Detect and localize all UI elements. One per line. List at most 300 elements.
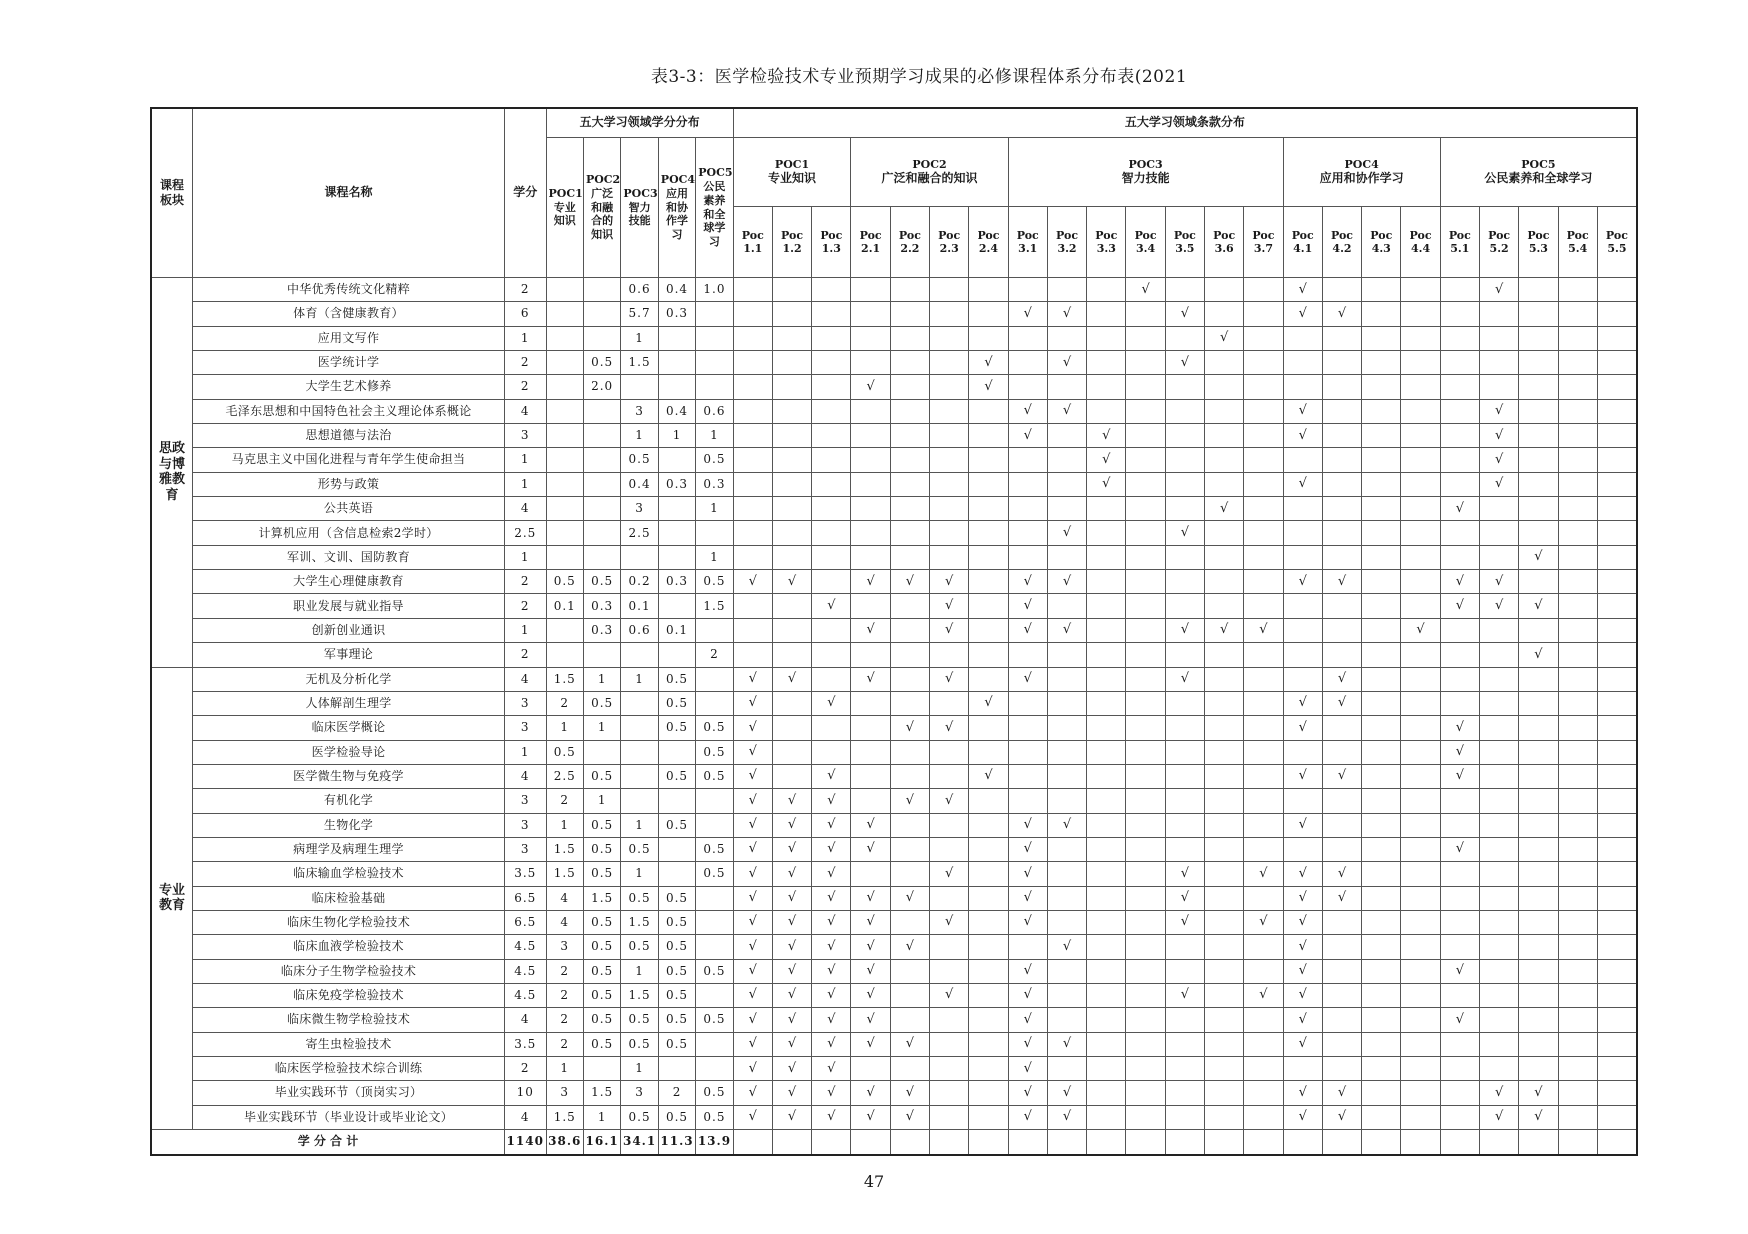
check-mark-icon: √ bbox=[1023, 671, 1032, 687]
sub-poc-number: 3.2 bbox=[1057, 242, 1077, 255]
clause-cell bbox=[1126, 959, 1165, 983]
check-mark-icon: √ bbox=[1298, 476, 1307, 492]
check-mark-icon: √ bbox=[748, 744, 757, 760]
poc-credit-cell: 4 bbox=[546, 910, 583, 934]
course-name-cell: 病理学及病理生理学 bbox=[193, 837, 505, 861]
clause-cell bbox=[772, 545, 811, 569]
check-mark-icon: √ bbox=[905, 719, 915, 735]
clause-cell bbox=[930, 1032, 969, 1056]
clause-cell bbox=[1244, 1057, 1283, 1081]
check-mark-icon: √ bbox=[748, 817, 757, 833]
course-name-cell: 大学生心理健康教育 bbox=[193, 570, 505, 594]
poc-credit-cell bbox=[696, 302, 733, 326]
check-mark-icon: √ bbox=[1298, 1084, 1307, 1100]
clause-cell bbox=[733, 740, 772, 764]
total-clause-cell bbox=[1165, 1130, 1204, 1156]
clause-cell bbox=[1087, 935, 1126, 959]
clause-cell bbox=[1008, 983, 1047, 1007]
check-mark-icon: √ bbox=[984, 768, 993, 784]
check-mark-icon: √ bbox=[1337, 671, 1347, 687]
poc-credit-cell: 0.3 bbox=[658, 472, 695, 496]
clause-cell bbox=[1479, 570, 1518, 594]
check-mark-icon: √ bbox=[787, 963, 797, 979]
credit-cell: 1 bbox=[504, 740, 546, 764]
clause-cell bbox=[1283, 448, 1322, 472]
poc-credit-cell bbox=[696, 1032, 733, 1056]
clause-cell bbox=[969, 521, 1008, 545]
check-mark-icon: √ bbox=[1534, 1109, 1543, 1125]
clause-cell bbox=[772, 837, 811, 861]
clause-cell bbox=[1362, 886, 1401, 910]
clause-cell bbox=[1244, 521, 1283, 545]
clause-cell bbox=[1008, 375, 1047, 399]
clause-cell bbox=[1205, 545, 1244, 569]
clause-cell bbox=[969, 716, 1008, 740]
check-mark-icon: √ bbox=[1337, 890, 1347, 906]
check-mark-icon: √ bbox=[1023, 890, 1032, 906]
check-mark-icon: √ bbox=[827, 768, 836, 784]
poc-credit-cell bbox=[696, 910, 733, 934]
poc-credit-cell: 0.5 bbox=[583, 959, 620, 983]
poc-credit-cell bbox=[546, 375, 583, 399]
clause-cell bbox=[890, 375, 929, 399]
header-sub-poc-5.3 bbox=[1519, 207, 1558, 278]
check-mark-icon: √ bbox=[748, 841, 757, 857]
clause-cell bbox=[1244, 740, 1283, 764]
clause-cell bbox=[1008, 570, 1047, 594]
clause-cell bbox=[1440, 764, 1479, 788]
total-clause-cell bbox=[772, 1130, 811, 1156]
check-mark-icon: √ bbox=[1062, 354, 1072, 370]
clause-cell bbox=[1519, 1032, 1558, 1056]
clause-cell bbox=[1440, 789, 1479, 813]
clause-cell bbox=[1519, 399, 1558, 423]
clause-cell bbox=[1479, 1032, 1518, 1056]
clause-cell bbox=[851, 1105, 890, 1129]
clause-cell bbox=[1362, 837, 1401, 861]
clause-cell bbox=[1283, 351, 1322, 375]
clause-cell bbox=[772, 351, 811, 375]
check-mark-icon: √ bbox=[1337, 305, 1347, 321]
clause-cell bbox=[851, 351, 890, 375]
clause-cell bbox=[1322, 302, 1361, 326]
clause-cell bbox=[1519, 570, 1558, 594]
clause-cell bbox=[1597, 399, 1637, 423]
clause-cell bbox=[1205, 570, 1244, 594]
check-mark-icon: √ bbox=[1298, 281, 1307, 297]
clause-cell bbox=[772, 1057, 811, 1081]
check-mark-icon: √ bbox=[1298, 719, 1307, 735]
clause-cell bbox=[1362, 375, 1401, 399]
clause-cell bbox=[969, 1081, 1008, 1105]
clause-cell bbox=[890, 1105, 929, 1129]
sub-poc-prefix: Poc bbox=[859, 228, 882, 242]
poc-credit-cell: 0.5 bbox=[696, 862, 733, 886]
clause-cell bbox=[1165, 983, 1204, 1007]
clause-cell bbox=[1244, 1105, 1283, 1129]
clause-cell bbox=[1283, 862, 1322, 886]
page-number: 47 bbox=[863, 1172, 885, 1191]
check-mark-icon: √ bbox=[1298, 427, 1307, 443]
credit-cell: 4 bbox=[504, 764, 546, 788]
check-mark-icon: √ bbox=[748, 1084, 757, 1100]
clause-cell bbox=[1597, 691, 1637, 715]
clause-cell bbox=[1283, 959, 1322, 983]
clause-cell bbox=[1008, 691, 1047, 715]
header-sub-poc-1.2 bbox=[772, 207, 811, 278]
clause-cell bbox=[1440, 935, 1479, 959]
clause-cell bbox=[1519, 521, 1558, 545]
clause-cell bbox=[733, 837, 772, 861]
clause-cell bbox=[1205, 813, 1244, 837]
clause-cell bbox=[1401, 716, 1440, 740]
poc-credit-cell: 3 bbox=[546, 935, 583, 959]
clause-cell bbox=[1205, 910, 1244, 934]
clause-cell bbox=[1440, 959, 1479, 983]
check-mark-icon: √ bbox=[1062, 1036, 1072, 1052]
clause-cell bbox=[1440, 424, 1479, 448]
clause-cell bbox=[1126, 618, 1165, 642]
clause-cell bbox=[1283, 1032, 1322, 1056]
clause-cell bbox=[812, 935, 851, 959]
check-mark-icon: √ bbox=[1023, 865, 1032, 881]
clause-cell bbox=[1479, 448, 1518, 472]
check-mark-icon: √ bbox=[1455, 841, 1464, 857]
clause-cell bbox=[812, 789, 851, 813]
clause-cell bbox=[1401, 594, 1440, 618]
check-mark-icon: √ bbox=[748, 890, 757, 906]
clause-cell bbox=[1087, 448, 1126, 472]
check-mark-icon: √ bbox=[787, 1084, 797, 1100]
clause-cell bbox=[1283, 1105, 1322, 1129]
check-mark-icon: √ bbox=[1298, 987, 1307, 1003]
clause-cell bbox=[1479, 326, 1518, 350]
poc-credit-cell bbox=[546, 497, 583, 521]
clause-cell bbox=[1008, 1105, 1047, 1129]
check-mark-icon: √ bbox=[1062, 622, 1072, 638]
sub-poc-prefix: Poc bbox=[1134, 228, 1157, 242]
clause-cell bbox=[1008, 326, 1047, 350]
clause-cell bbox=[1244, 302, 1283, 326]
clause-cell bbox=[1165, 1057, 1204, 1081]
poc-credit-cell: 0.5 bbox=[583, 910, 620, 934]
check-mark-icon: √ bbox=[827, 817, 836, 833]
clause-cell bbox=[969, 302, 1008, 326]
clause-cell bbox=[1205, 862, 1244, 886]
clause-cell bbox=[969, 740, 1008, 764]
clause-cell bbox=[812, 594, 851, 618]
sub-poc-number: 5.4 bbox=[1568, 242, 1588, 255]
clause-cell bbox=[1205, 716, 1244, 740]
check-mark-icon: √ bbox=[866, 1109, 875, 1125]
poc-credit-cell bbox=[696, 935, 733, 959]
poc-credit-cell: 2 bbox=[546, 1008, 583, 1032]
clause-cell bbox=[812, 521, 851, 545]
clause-cell bbox=[890, 424, 929, 448]
clause-cell bbox=[772, 399, 811, 423]
clause-cell bbox=[1008, 1008, 1047, 1032]
check-mark-icon: √ bbox=[1534, 646, 1543, 662]
clause-cell bbox=[1401, 1081, 1440, 1105]
header-clause-distribution: 五大学习领域条款分布 bbox=[733, 108, 1637, 138]
clause-cell bbox=[1087, 764, 1126, 788]
clause-cell bbox=[1597, 789, 1637, 813]
clause-cell bbox=[1047, 326, 1086, 350]
clause-cell bbox=[1322, 764, 1361, 788]
clause-cell bbox=[1362, 545, 1401, 569]
check-mark-icon: √ bbox=[1298, 914, 1307, 930]
clause-cell bbox=[1205, 740, 1244, 764]
course-name-cell: 临床微生物学检验技术 bbox=[193, 1008, 505, 1032]
clause-cell bbox=[1008, 935, 1047, 959]
clause-cell bbox=[1244, 764, 1283, 788]
clause-cell bbox=[1126, 1057, 1165, 1081]
poc-credit-cell: 0.5 bbox=[658, 813, 695, 837]
header-sub-poc-5.2 bbox=[1479, 207, 1518, 278]
clause-cell bbox=[930, 594, 969, 618]
clause-cell bbox=[1283, 375, 1322, 399]
clause-cell bbox=[969, 1105, 1008, 1129]
clause-cell bbox=[1519, 1081, 1558, 1105]
check-mark-icon: √ bbox=[748, 1109, 757, 1125]
credit-cell: 3 bbox=[504, 691, 546, 715]
table-row bbox=[151, 716, 1637, 740]
table-row bbox=[151, 935, 1637, 959]
clause-cell bbox=[1558, 716, 1597, 740]
clause-cell bbox=[1244, 789, 1283, 813]
clause-cell bbox=[733, 521, 772, 545]
check-mark-icon: √ bbox=[1102, 476, 1111, 492]
check-mark-icon: √ bbox=[866, 1084, 875, 1100]
poc-credit-cell: 2 bbox=[696, 643, 733, 667]
clause-cell bbox=[1087, 545, 1126, 569]
table-row bbox=[151, 448, 1637, 472]
poc-credit-cell bbox=[621, 764, 658, 788]
sub-poc-number: 5.2 bbox=[1489, 242, 1509, 255]
header-sub-poc-2.2 bbox=[890, 207, 929, 278]
clause-cell bbox=[930, 472, 969, 496]
clause-cell bbox=[733, 764, 772, 788]
clause-cell bbox=[969, 545, 1008, 569]
clause-cell bbox=[1087, 983, 1126, 1007]
poc-credit-cell bbox=[696, 326, 733, 350]
clause-cell bbox=[772, 983, 811, 1007]
check-mark-icon: √ bbox=[1062, 573, 1072, 589]
clause-cell bbox=[812, 351, 851, 375]
check-mark-icon: √ bbox=[1337, 1109, 1347, 1125]
clause-cell bbox=[772, 935, 811, 959]
poc-credit-cell bbox=[658, 862, 695, 886]
clause-cell bbox=[1362, 1057, 1401, 1081]
poc-credit-cell: 1 bbox=[583, 716, 620, 740]
clause-cell bbox=[1008, 399, 1047, 423]
credit-cell: 4 bbox=[504, 1008, 546, 1032]
poc-credit-cell bbox=[583, 643, 620, 667]
poc-credit-cell: 0.5 bbox=[696, 1081, 733, 1105]
clause-cell bbox=[1322, 1032, 1361, 1056]
credit-cell: 3 bbox=[504, 716, 546, 740]
poc-credit-cell: 0.5 bbox=[583, 862, 620, 886]
clause-cell bbox=[1558, 375, 1597, 399]
clause-cell bbox=[1205, 959, 1244, 983]
check-mark-icon: √ bbox=[1180, 622, 1190, 638]
course-name-cell: 马克思主义中国化进程与青年学生使命担当 bbox=[193, 448, 505, 472]
check-mark-icon: √ bbox=[1180, 305, 1190, 321]
course-name-cell: 毕业实践环节（顶岗实习） bbox=[193, 1081, 505, 1105]
clause-cell bbox=[1597, 837, 1637, 861]
clause-cell bbox=[1087, 862, 1126, 886]
poc-credit-cell: 0.5 bbox=[658, 667, 695, 691]
clause-cell bbox=[1440, 813, 1479, 837]
clause-cell bbox=[890, 521, 929, 545]
clause-cell bbox=[1126, 983, 1165, 1007]
clause-cell bbox=[1244, 278, 1283, 302]
check-mark-icon: √ bbox=[1062, 817, 1072, 833]
clause-cell bbox=[851, 886, 890, 910]
poc-credit-cell: 0.6 bbox=[696, 399, 733, 423]
check-mark-icon: √ bbox=[1180, 987, 1190, 1003]
clause-cell bbox=[930, 1105, 969, 1129]
poc-credit-cell: 2 bbox=[546, 983, 583, 1007]
clause-cell bbox=[1047, 424, 1086, 448]
clause-cell bbox=[1479, 545, 1518, 569]
table-row bbox=[151, 497, 1637, 521]
clause-cell bbox=[1244, 424, 1283, 448]
clause-cell bbox=[890, 618, 929, 642]
check-mark-icon: √ bbox=[1298, 963, 1307, 979]
clause-cell bbox=[1479, 472, 1518, 496]
poc-group-name: 应用和协作学习 bbox=[1319, 171, 1404, 186]
poc-group-name: 广泛和融合的知识 bbox=[881, 171, 978, 186]
clause-cell bbox=[1165, 910, 1204, 934]
table-row bbox=[151, 375, 1637, 399]
check-mark-icon: √ bbox=[748, 719, 757, 735]
clause-cell bbox=[851, 326, 890, 350]
clause-cell bbox=[1362, 570, 1401, 594]
course-name-cell: 临床分子生物学检验技术 bbox=[193, 959, 505, 983]
check-mark-icon: √ bbox=[1180, 914, 1190, 930]
header-sub-poc-3.4 bbox=[1126, 207, 1165, 278]
check-mark-icon: √ bbox=[1298, 890, 1307, 906]
clause-cell bbox=[1362, 351, 1401, 375]
clause-cell bbox=[851, 570, 890, 594]
clause-cell bbox=[772, 959, 811, 983]
clause-cell bbox=[1008, 740, 1047, 764]
clause-cell bbox=[1519, 886, 1558, 910]
clause-cell bbox=[1362, 667, 1401, 691]
clause-cell bbox=[1047, 716, 1086, 740]
check-mark-icon: √ bbox=[1023, 914, 1032, 930]
clause-cell bbox=[969, 472, 1008, 496]
credit-cell: 1 bbox=[504, 618, 546, 642]
clause-cell bbox=[1165, 740, 1204, 764]
clause-cell bbox=[930, 375, 969, 399]
clause-cell bbox=[1597, 545, 1637, 569]
clause-cell bbox=[1597, 448, 1637, 472]
clause-cell bbox=[1362, 1081, 1401, 1105]
clause-cell bbox=[1008, 521, 1047, 545]
poc-credit-cell: 1 bbox=[621, 813, 658, 837]
clause-cell bbox=[1165, 1008, 1204, 1032]
check-mark-icon: √ bbox=[748, 695, 757, 711]
header-poc2-credit: POC2 广泛和融合的知识 bbox=[583, 138, 620, 278]
clause-cell bbox=[1440, 667, 1479, 691]
clause-cell bbox=[1479, 716, 1518, 740]
sub-poc-number: 4.2 bbox=[1332, 242, 1352, 255]
check-mark-icon: √ bbox=[1220, 622, 1229, 638]
poc-credit-cell: 0.5 bbox=[583, 1032, 620, 1056]
check-mark-icon: √ bbox=[1023, 1084, 1032, 1100]
clause-cell bbox=[1087, 570, 1126, 594]
poc-credit-cell bbox=[583, 326, 620, 350]
check-mark-icon: √ bbox=[905, 938, 915, 954]
clause-cell bbox=[1401, 789, 1440, 813]
poc-credit-cell: 0.5 bbox=[583, 691, 620, 715]
clause-cell bbox=[1558, 1081, 1597, 1105]
poc-credit-cell: 0.5 bbox=[621, 837, 658, 861]
poc-credit-cell: 3 bbox=[546, 1081, 583, 1105]
clause-cell bbox=[930, 448, 969, 472]
header-poc1-group bbox=[733, 138, 851, 207]
clause-cell bbox=[1047, 1081, 1086, 1105]
check-mark-icon: √ bbox=[748, 914, 757, 930]
clause-cell bbox=[1008, 545, 1047, 569]
clause-cell bbox=[1558, 983, 1597, 1007]
clause-cell bbox=[1597, 740, 1637, 764]
clause-cell bbox=[1558, 862, 1597, 886]
sub-poc-number: 5.3 bbox=[1528, 242, 1548, 255]
check-mark-icon: √ bbox=[1298, 573, 1307, 589]
poc-credit-cell bbox=[621, 691, 658, 715]
clause-cell bbox=[1597, 424, 1637, 448]
clause-cell bbox=[851, 302, 890, 326]
clause-cell bbox=[1047, 764, 1086, 788]
clause-cell bbox=[1244, 862, 1283, 886]
poc-credit-cell: 3 bbox=[621, 399, 658, 423]
clause-cell bbox=[890, 1057, 929, 1081]
clause-cell bbox=[812, 740, 851, 764]
header-sub-poc-4.3 bbox=[1362, 207, 1401, 278]
clause-cell bbox=[1047, 1057, 1086, 1081]
sub-poc-number: 2.1 bbox=[861, 242, 881, 255]
clause-cell bbox=[1283, 472, 1322, 496]
poc-group-name: 公民素养和全球学习 bbox=[1484, 171, 1593, 186]
clause-cell bbox=[1597, 716, 1637, 740]
clause-cell bbox=[851, 424, 890, 448]
clause-cell bbox=[851, 983, 890, 1007]
total-clause-cell bbox=[1205, 1130, 1244, 1156]
clause-cell bbox=[1205, 1057, 1244, 1081]
clause-cell bbox=[930, 910, 969, 934]
poc-credit-cell: 0.5 bbox=[658, 886, 695, 910]
check-mark-icon: √ bbox=[1220, 500, 1229, 516]
clause-cell bbox=[1597, 959, 1637, 983]
clause-cell bbox=[772, 375, 811, 399]
table-row bbox=[151, 837, 1637, 861]
check-mark-icon: √ bbox=[1337, 1084, 1347, 1100]
course-name-cell: 形势与政策 bbox=[193, 472, 505, 496]
clause-cell bbox=[851, 910, 890, 934]
check-mark-icon: √ bbox=[787, 1060, 797, 1076]
clause-cell bbox=[1479, 399, 1518, 423]
clause-cell bbox=[1047, 910, 1086, 934]
clause-cell bbox=[1008, 424, 1047, 448]
poc-credit-cell: 1.5 bbox=[621, 910, 658, 934]
clause-cell bbox=[1479, 862, 1518, 886]
clause-cell bbox=[1322, 424, 1361, 448]
clause-cell bbox=[930, 935, 969, 959]
header-sub-poc-3.2 bbox=[1047, 207, 1086, 278]
